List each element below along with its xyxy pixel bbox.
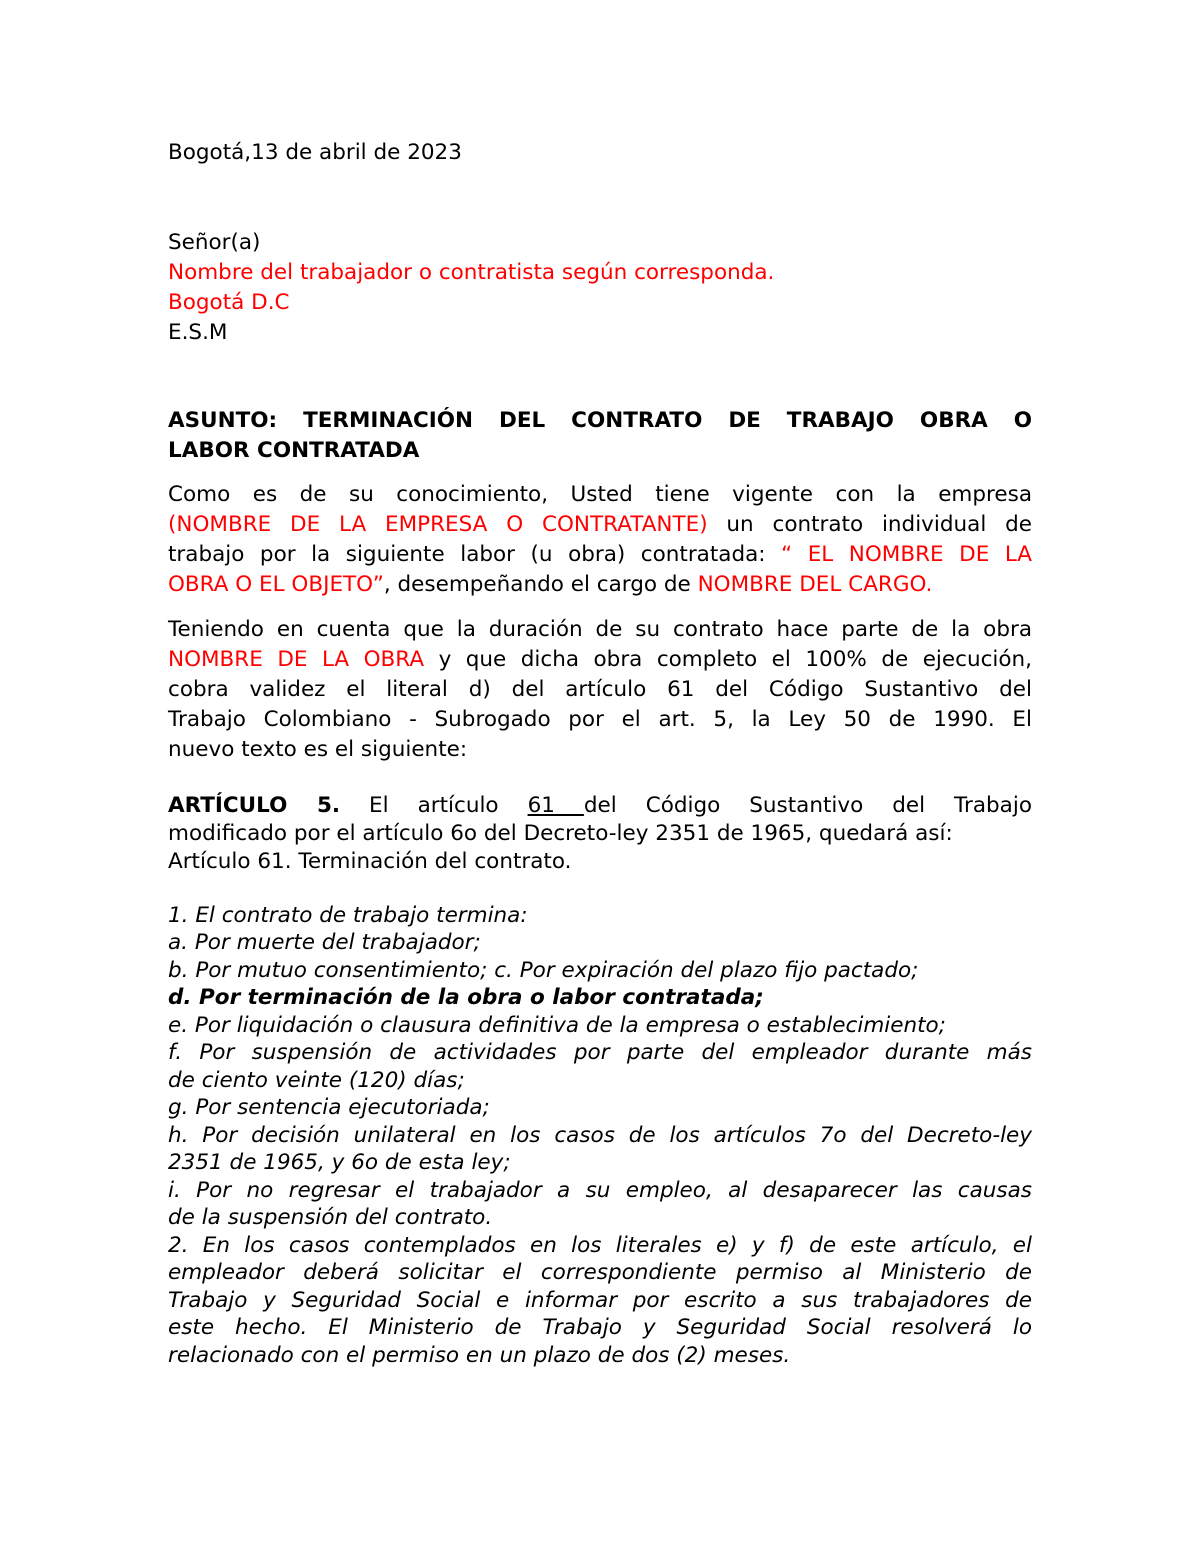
paragraph1-text: trabajo por la siguiente labor (u obra) contratada: — [168, 542, 782, 567]
work-placeholder: NOMBRE DE LA OBRA — [168, 647, 425, 672]
list-item: 2. En los casos contemplados en los literales e) y f) de este artículo, el — [168, 1233, 1032, 1258]
article-line-1 — [168, 792, 1032, 820]
position-placeholder: NOMBRE DEL CARGO. — [697, 572, 933, 597]
recipient-name: Nombre del trabajador o contratista según corresponda. — [168, 260, 775, 285]
subject-line-1: ASUNTO: TERMINACIÓN DEL CONTRATO DE TRABAJO OBRA O — [168, 408, 1032, 433]
list-item: g. Por sentencia ejecutoriada; — [168, 1095, 490, 1120]
paragraph1-line-3 — [168, 541, 1032, 569]
list-item: 2351 de 1965, y 6o de esta ley; — [168, 1150, 511, 1175]
date-line: Bogotá,13 de abril de 2023 — [168, 140, 462, 165]
paragraph1-text: , desempeñando el cargo de — [383, 572, 698, 597]
list-item: i. Por no regresar el trabajador a su empleo, al desaparecer las causas — [168, 1178, 1032, 1203]
subject-line-2: LABOR CONTRATADA — [168, 438, 420, 463]
paragraph2-line-2 — [168, 646, 1032, 674]
list-item-highlighted: d. Por terminación de la obra o labor contratada; — [168, 985, 764, 1010]
paragraph2-line-4: Trabajo Colombiano - Subrogado por el art. 5, la Ley 50 de 1990. El — [168, 707, 1032, 732]
paragraph1-line-2 — [168, 511, 1032, 539]
esm-line: E.S.M — [168, 320, 228, 345]
article-text: El artículo — [340, 793, 499, 818]
paragraph2-line-5: nuevo texto es el siguiente: — [168, 737, 468, 762]
list-item: b. Por mutuo consentimiento; c. Por expiración del plazo fijo pactado; — [168, 958, 919, 983]
list-item: f. Por suspensión de actividades por parte del empleador durante más — [168, 1040, 1032, 1065]
paragraph1-line-1: Como es de su conocimiento, Usted tiene vigente con la empresa — [168, 482, 1032, 507]
list-item: este hecho. El Ministerio de Trabajo y Seguridad Social resolverá lo — [168, 1315, 1032, 1340]
salutation: Señor(a) — [168, 230, 261, 255]
company-placeholder: (NOMBRE DE LA EMPRESA O CONTRATANTE) — [168, 512, 708, 537]
article-text: del Código Sustantivo del Trabajo — [583, 793, 1032, 818]
paragraph2-line-1: Teniendo en cuenta que la duración de su contrato hace parte de la obra — [168, 617, 1032, 642]
article-line-2: modificado por el artículo 6o del Decreto-ley 2351 de 1965, quedará así: — [168, 821, 953, 846]
list-item: h. Por decisión unilateral en los casos de los artículos 7o del Decreto-ley — [168, 1123, 1032, 1148]
list-item: empleador deberá solicitar el correspondiente permiso al Ministerio de — [168, 1260, 1032, 1285]
article-61-link[interactable]: 61 — [527, 793, 584, 818]
recipient-city: Bogotá D.C — [168, 290, 290, 315]
paragraph2-text: y que dicha obra completo el 100% de ejecución, — [424, 647, 1032, 672]
paragraph2-line-3: cobra validez el literal d) del artículo 61 del Código Sustantivo del — [168, 677, 1032, 702]
paragraph1-text: un contrato individual de — [707, 512, 1033, 537]
list-item: e. Por liquidación o clausura definitiva de la empresa o establecimiento; — [168, 1013, 946, 1038]
list-item: 1. El contrato de trabajo termina: — [168, 903, 528, 928]
list-item: de la suspensión del contrato. — [168, 1205, 493, 1230]
list-item: a. Por muerte del trabajador; — [168, 930, 481, 955]
article-label: ARTÍCULO 5. — [168, 793, 341, 818]
work-name-placeholder: “ EL NOMBRE DE LA — [781, 542, 1032, 567]
list-item: de ciento veinte (120) días; — [168, 1068, 465, 1093]
article-line-3: Artículo 61. Terminación del contrato. — [168, 849, 572, 874]
paragraph1-line-4 — [168, 571, 932, 599]
list-item: relacionado con el permiso en un plazo de dos (2) meses. — [168, 1343, 791, 1368]
work-object-placeholder: OBRA O EL OBJETO” — [168, 572, 384, 597]
list-item: Trabajo y Seguridad Social e informar por escrito a sus trabajadores de — [168, 1288, 1032, 1313]
